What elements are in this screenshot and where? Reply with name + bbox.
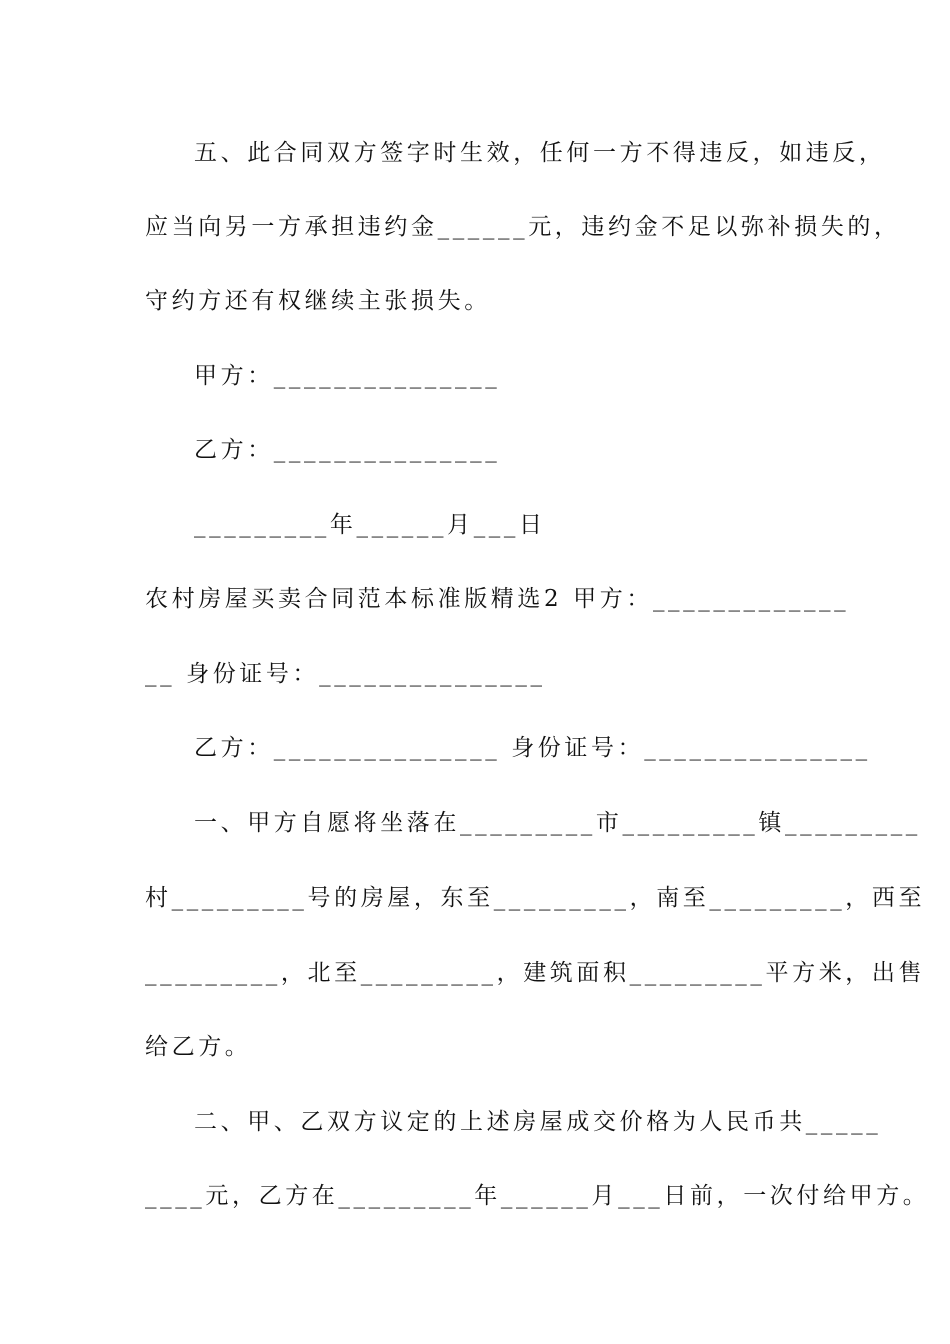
contract-title-line: 农村房屋买卖合同范本标准版精选2 甲方：_____________: [145, 586, 850, 612]
clause-one-line-4: 给乙方。: [145, 1034, 252, 1060]
party-b-id-line: 乙方：_______________ 身份证号：_______________: [194, 735, 871, 761]
clause-one-line-2: 村_________号的房屋，东至_________，南至_________，西至: [145, 885, 926, 911]
clause-one-line-1: 一、甲方自愿将坐落在_________市_________镇_________: [194, 810, 921, 836]
clause-two-line-1: 二、甲、乙双方议定的上述房屋成交价格为人民币共_____: [194, 1109, 882, 1135]
clause-five-line-1: 五、此合同双方签字时生效，任何一方不得违反，如违反，: [194, 140, 886, 166]
clause-five-line-2: 应当向另一方承担违约金______元，违约金不足以弥补损失的，: [145, 214, 901, 240]
clause-five-line-3: 守约方还有权继续主张损失。: [145, 288, 491, 314]
clause-one-line-3: _________，北至_________，建筑面积_________平方米，出售: [145, 960, 926, 986]
party-a-signature: 甲方：_______________: [194, 363, 501, 389]
signature-date: _________年______月___日: [194, 512, 546, 538]
party-b-signature: 乙方：_______________: [194, 437, 501, 463]
party-a-id-line: __ 身份证号：_______________: [145, 661, 546, 687]
clause-two-line-2: ____元，乙方在_________年______月___日前，一次付给甲方。: [145, 1183, 930, 1209]
